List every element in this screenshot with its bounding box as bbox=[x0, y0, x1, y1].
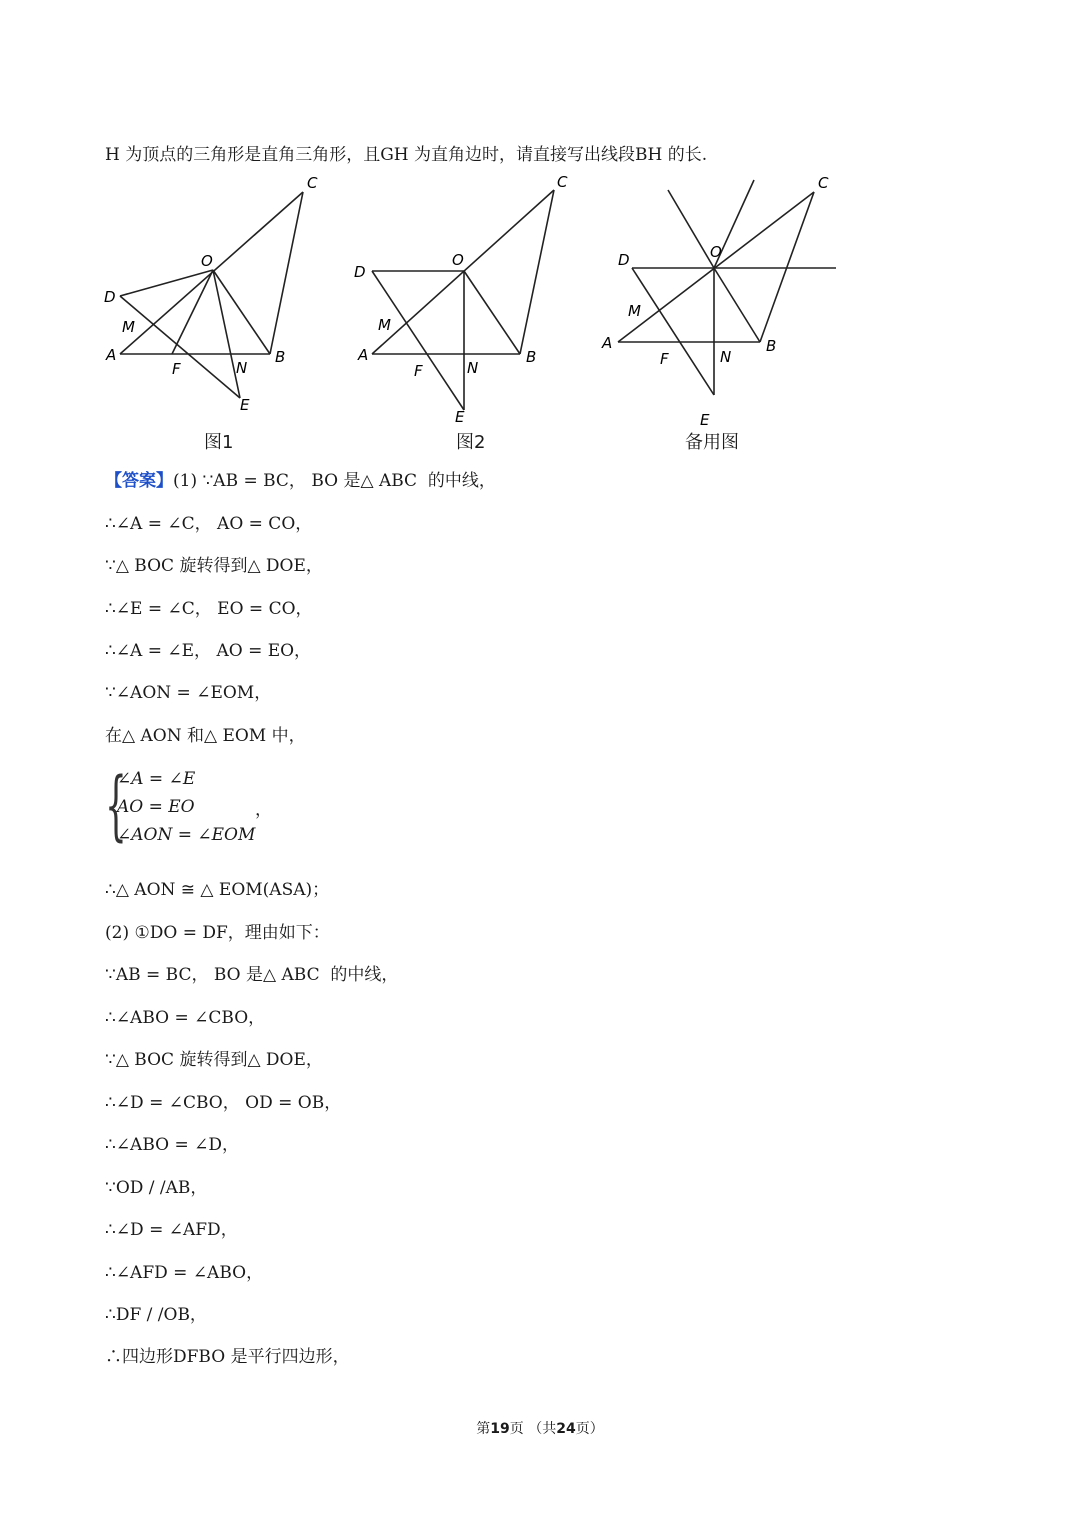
figure-1-caption: 图1 bbox=[204, 432, 234, 453]
system-row-3: ∠AON = ∠EOM bbox=[117, 825, 256, 845]
fig3-label-E: E bbox=[700, 411, 710, 429]
answer-tag: 【答案】 bbox=[105, 471, 173, 491]
answer-line-4: ∴∠E = ∠C， EO = CO， bbox=[105, 599, 313, 619]
answer-line-9: (2) ①DO = DF，理由如下： bbox=[105, 923, 330, 943]
fig2-label-N: N bbox=[467, 359, 479, 377]
left-brace: { bbox=[105, 760, 127, 849]
footer-suffix: 页） bbox=[575, 1421, 604, 1437]
fig1-label-D: D bbox=[104, 288, 116, 306]
fig3-label-D: D bbox=[618, 251, 630, 269]
footer-page-number: 19 bbox=[490, 1421, 510, 1437]
fig2-label-F: F bbox=[414, 362, 423, 380]
fig3-label-M: M bbox=[628, 302, 641, 320]
fig1-label-M: M bbox=[122, 318, 135, 336]
fig3-label-C: C bbox=[818, 174, 829, 192]
page-footer bbox=[0, 1418, 1080, 1438]
fig1-label-C: C bbox=[307, 174, 318, 192]
answer-line-6: ∵∠AON = ∠EOM， bbox=[105, 683, 272, 703]
fig2-label-A: A bbox=[358, 346, 369, 364]
answer-line-14: ∴∠ABO = ∠D， bbox=[105, 1135, 240, 1155]
fig1-label-B: B bbox=[275, 348, 286, 366]
fig1-label-A: A bbox=[106, 346, 117, 364]
figure-3-caption: 备用图 bbox=[685, 432, 739, 453]
answer-line-10: ∵AB = BC， BO 是△ ABC 的中线， bbox=[105, 965, 399, 985]
fig2-label-D: D bbox=[354, 263, 366, 281]
answer-line-3: ∵△ BOC 旋转得到△ DOE， bbox=[105, 556, 323, 576]
answer-line-15: ∵OD / /AB， bbox=[105, 1178, 208, 1198]
fig3-label-B: B bbox=[766, 337, 777, 355]
answer-line-17: ∴∠AFD = ∠ABO， bbox=[105, 1263, 264, 1283]
system-row-1: ∠A = ∠E bbox=[117, 769, 196, 789]
footer-mid: 页 （共 bbox=[509, 1421, 557, 1437]
fig1-label-E: E bbox=[240, 396, 250, 414]
answer-line-1 bbox=[105, 466, 496, 491]
figure-1 bbox=[100, 170, 330, 420]
footer-total-pages: 24 bbox=[556, 1421, 576, 1437]
fig1-label-N: N bbox=[236, 359, 248, 377]
answer-line-11: ∴∠ABO = ∠CBO， bbox=[105, 1008, 266, 1028]
fig3-label-N: N bbox=[720, 348, 732, 366]
fig2-label-O: O bbox=[452, 251, 464, 269]
answer-line-7: 在△ AON 和△ EOM 中， bbox=[105, 726, 306, 746]
intro-text: H 为顶点的三角形是直角三角形，且GH 为直角边时，请直接写出线段BH 的长. bbox=[105, 145, 708, 165]
answer-line-8: ∴△ AON ≅ △ EOM(ASA)； bbox=[105, 880, 330, 900]
system-comma: ， bbox=[255, 800, 272, 820]
answer-line-16: ∴∠D = ∠AFD， bbox=[105, 1220, 238, 1240]
answer-text-1: (1) ∵AB = BC， BO 是△ ABC 的中线， bbox=[173, 471, 496, 491]
system-row-2: AO = EO bbox=[117, 797, 195, 817]
fig2-label-M: M bbox=[378, 316, 391, 334]
figure-2-caption: 图2 bbox=[456, 432, 486, 453]
fig1-label-F: F bbox=[172, 360, 181, 378]
answer-line-12: ∵△ BOC 旋转得到△ DOE， bbox=[105, 1050, 323, 1070]
equation-system bbox=[105, 760, 285, 850]
answer-line-18: ∴DF / /OB， bbox=[105, 1305, 207, 1325]
answer-line-5: ∴∠A = ∠E， AO = EO， bbox=[105, 641, 312, 661]
fig2-label-C: C bbox=[557, 173, 568, 191]
fig2-label-E: E bbox=[455, 408, 465, 426]
fig2-label-B: B bbox=[526, 348, 537, 366]
fig3-label-O: O bbox=[710, 243, 722, 261]
fig3-label-A: A bbox=[602, 334, 613, 352]
answer-line-19: ∴四边形DFBO 是平行四边形， bbox=[105, 1347, 350, 1367]
figure-2 bbox=[352, 170, 582, 430]
fig3-label-F: F bbox=[660, 350, 669, 368]
fig1-label-O: O bbox=[201, 252, 213, 270]
answer-line-2: ∴∠A = ∠C， AO = CO， bbox=[105, 514, 313, 534]
answer-line-13: ∴∠D = ∠CBO， OD = OB， bbox=[105, 1093, 342, 1113]
footer-prefix: 第 bbox=[476, 1421, 491, 1437]
figure-3 bbox=[598, 170, 848, 430]
